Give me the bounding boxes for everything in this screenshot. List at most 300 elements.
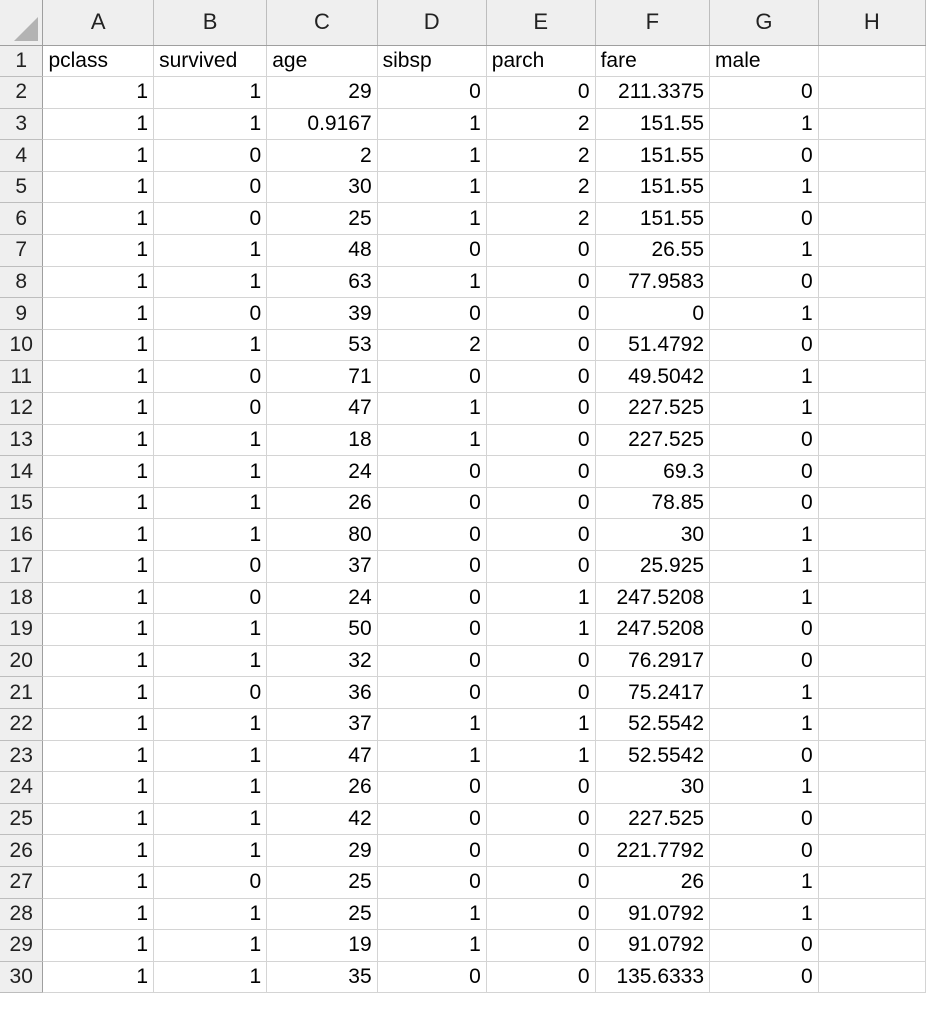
cell-fare[interactable]: 0 [595,298,709,330]
cell-parch[interactable]: 0 [486,645,595,677]
cell-h[interactable] [818,203,925,235]
cell-survived[interactable]: 1 [154,424,267,456]
row-header[interactable]: 10 [0,329,43,361]
cell-male[interactable]: 1 [710,235,819,267]
select-all-icon [14,17,38,41]
cell-survived[interactable]: 1 [154,519,267,551]
cell-h[interactable] [818,77,925,109]
cell-sibsp[interactable]: 1 [377,140,486,172]
row-header[interactable]: 22 [0,708,43,740]
row-header[interactable]: 19 [0,614,43,646]
row-header[interactable]: 26 [0,835,43,867]
cell-parch[interactable]: 0 [486,424,595,456]
cell-male[interactable]: 1 [710,171,819,203]
row-header[interactable]: 2 [0,77,43,109]
row-header[interactable]: 12 [0,393,43,425]
table-row [0,551,926,583]
cell-pclass[interactable]: 1 [43,424,154,456]
cell-h[interactable] [818,772,925,804]
cell-parch[interactable]: 2 [486,171,595,203]
cell-male[interactable]: 0 [710,329,819,361]
cell-pclass[interactable]: 1 [43,298,154,330]
row-header[interactable]: 27 [0,866,43,898]
cell-survived[interactable]: 1 [154,77,267,109]
cell-survived[interactable]: 1 [154,487,267,519]
cell-parch[interactable]: 0 [486,393,595,425]
table-row [0,298,926,330]
cell-pclass[interactable]: 1 [43,582,154,614]
cell-age[interactable]: 18 [267,424,377,456]
cell-male[interactable]: 1 [710,393,819,425]
cell-parch[interactable]: 0 [486,930,595,962]
cell-age[interactable]: 80 [267,519,377,551]
cell-parch[interactable]: 0 [486,298,595,330]
cell-pclass[interactable]: 1 [43,866,154,898]
cell-survived[interactable]: 1 [154,614,267,646]
cell-h[interactable] [818,835,925,867]
cell-parch[interactable]: 0 [486,551,595,583]
cell-age[interactable]: 37 [267,551,377,583]
cell-fare[interactable]: 26 [595,866,709,898]
cell-fare[interactable]: 51.4792 [595,329,709,361]
cell-parch[interactable]: 0 [486,677,595,709]
cell-parch[interactable]: 0 [486,961,595,993]
cell-sibsp[interactable]: 1 [377,740,486,772]
cell-male[interactable]: 0 [710,203,819,235]
cell-fare[interactable]: 26.55 [595,235,709,267]
row-header[interactable]: 28 [0,898,43,930]
row-header[interactable]: 13 [0,424,43,456]
cell-survived[interactable]: 0 [154,203,267,235]
cell-h[interactable] [818,235,925,267]
cell-sibsp[interactable]: 0 [377,456,486,488]
cell-survived[interactable]: 1 [154,803,267,835]
cell-male[interactable]: 1 [710,108,819,140]
row-header[interactable]: 8 [0,266,43,298]
cell-pclass[interactable]: 1 [43,235,154,267]
cell-h[interactable] [818,551,925,583]
cell-header-male[interactable]: male [710,45,819,77]
cell-h[interactable] [818,930,925,962]
cell-fare[interactable]: 91.0792 [595,898,709,930]
cell-age[interactable]: 25 [267,866,377,898]
cell-fare[interactable]: 25.925 [595,551,709,583]
cell-fare[interactable]: 77.9583 [595,266,709,298]
cell-male[interactable]: 0 [710,930,819,962]
cell-survived[interactable]: 1 [154,930,267,962]
cell-h[interactable] [818,866,925,898]
cell-sibsp[interactable]: 0 [377,487,486,519]
cell-parch[interactable]: 2 [486,203,595,235]
cell-h[interactable] [818,456,925,488]
column-header-f[interactable]: F [595,0,709,45]
cell-male[interactable]: 0 [710,645,819,677]
cell-pclass[interactable]: 1 [43,740,154,772]
cell-h[interactable] [818,487,925,519]
cell-pclass[interactable]: 1 [43,487,154,519]
cell-male[interactable]: 1 [710,551,819,583]
table-row [0,77,926,109]
cell-sibsp[interactable]: 0 [377,645,486,677]
column-header-b[interactable]: B [154,0,267,45]
cell-age[interactable]: 29 [267,77,377,109]
cell-parch[interactable]: 0 [486,361,595,393]
table-row [0,645,926,677]
cell-sibsp[interactable]: 0 [377,961,486,993]
cell-h[interactable] [818,708,925,740]
select-all-button[interactable] [0,0,43,45]
cell-sibsp[interactable]: 2 [377,329,486,361]
row-header[interactable]: 7 [0,235,43,267]
cell-fare[interactable]: 151.55 [595,203,709,235]
cell-fare[interactable]: 227.525 [595,424,709,456]
cell-survived[interactable]: 1 [154,235,267,267]
cell-survived[interactable]: 0 [154,298,267,330]
cell-fare[interactable]: 151.55 [595,171,709,203]
row-header[interactable]: 15 [0,487,43,519]
column-header-h[interactable]: H [818,0,925,45]
cell-sibsp[interactable]: 0 [377,361,486,393]
cell-parch[interactable]: 0 [486,487,595,519]
cell-parch[interactable]: 0 [486,898,595,930]
cell-survived[interactable]: 1 [154,772,267,804]
table-row [0,740,926,772]
cell-pclass[interactable]: 1 [43,140,154,172]
cell-parch[interactable]: 0 [486,266,595,298]
row-header[interactable]: 18 [0,582,43,614]
cell-pclass[interactable]: 1 [43,677,154,709]
cell-parch[interactable]: 0 [486,866,595,898]
row-header[interactable]: 17 [0,551,43,583]
cell-h[interactable] [818,519,925,551]
cell-age[interactable]: 63 [267,266,377,298]
column-header-g[interactable]: G [710,0,819,45]
cell-parch[interactable]: 2 [486,108,595,140]
cell-male[interactable]: 0 [710,961,819,993]
row-header[interactable]: 4 [0,140,43,172]
cell-sibsp[interactable]: 0 [377,866,486,898]
cell-age[interactable]: 24 [267,456,377,488]
column-header-c[interactable]: C [267,0,377,45]
cell-sibsp[interactable]: 1 [377,424,486,456]
cell-pclass[interactable]: 1 [43,803,154,835]
cell-sibsp[interactable]: 1 [377,203,486,235]
cell-sibsp[interactable]: 0 [377,772,486,804]
cell-age[interactable]: 47 [267,740,377,772]
cell-parch[interactable]: 0 [486,835,595,867]
cell-age[interactable]: 25 [267,898,377,930]
cell-header-pclass[interactable]: pclass [43,45,154,77]
cell-age[interactable]: 26 [267,487,377,519]
row-header[interactable]: 11 [0,361,43,393]
cell-h[interactable] [818,329,925,361]
cell-sibsp[interactable]: 0 [377,677,486,709]
cell-fare[interactable]: 75.2417 [595,677,709,709]
cell-survived[interactable]: 1 [154,108,267,140]
cell-age[interactable]: 26 [267,772,377,804]
cell-pclass[interactable]: 1 [43,203,154,235]
cell-pclass[interactable]: 1 [43,772,154,804]
table-row [0,772,926,804]
cell-male[interactable]: 1 [710,866,819,898]
cell-pclass[interactable]: 1 [43,393,154,425]
cell-age[interactable]: 35 [267,961,377,993]
cell-age[interactable]: 32 [267,645,377,677]
cell-pclass[interactable]: 1 [43,961,154,993]
cell-male[interactable]: 1 [710,519,819,551]
cell-fare[interactable]: 221.7792 [595,835,709,867]
cell-age[interactable]: 53 [267,329,377,361]
cell-pclass[interactable]: 1 [43,898,154,930]
table-row [0,171,926,203]
cell-empty[interactable] [818,45,925,77]
cell-pclass[interactable]: 1 [43,456,154,488]
cell-survived[interactable]: 1 [154,456,267,488]
row-header[interactable]: 25 [0,803,43,835]
cell-survived[interactable]: 0 [154,393,267,425]
cell-h[interactable] [818,614,925,646]
cell-sibsp[interactable]: 1 [377,171,486,203]
cell-male[interactable]: 1 [710,582,819,614]
table-row [0,108,926,140]
cell-parch[interactable]: 1 [486,582,595,614]
cell-h[interactable] [818,740,925,772]
grid-body [0,45,926,993]
cell-male[interactable]: 1 [710,898,819,930]
cell-survived[interactable]: 1 [154,329,267,361]
cell-pclass[interactable]: 1 [43,108,154,140]
cell-survived[interactable]: 0 [154,171,267,203]
cell-male[interactable]: 0 [710,835,819,867]
cell-pclass[interactable]: 1 [43,930,154,962]
cell-parch[interactable]: 1 [486,740,595,772]
cell-pclass[interactable]: 1 [43,266,154,298]
cell-sibsp[interactable]: 0 [377,298,486,330]
cell-age[interactable]: 19 [267,930,377,962]
cell-age[interactable]: 50 [267,614,377,646]
cell-fare[interactable]: 78.85 [595,487,709,519]
cell-fare[interactable]: 211.3375 [595,77,709,109]
cell-parch[interactable]: 1 [486,708,595,740]
cell-pclass[interactable]: 1 [43,645,154,677]
cell-age[interactable]: 39 [267,298,377,330]
cell-male[interactable]: 0 [710,456,819,488]
cell-sibsp[interactable]: 0 [377,551,486,583]
cell-h[interactable] [818,266,925,298]
cell-header-sibsp[interactable]: sibsp [377,45,486,77]
cell-h[interactable] [818,298,925,330]
row-header[interactable]: 23 [0,740,43,772]
cell-sibsp[interactable]: 1 [377,708,486,740]
cell-age[interactable]: 37 [267,708,377,740]
cell-fare[interactable]: 247.5208 [595,614,709,646]
cell-male[interactable]: 0 [710,140,819,172]
cell-pclass[interactable]: 1 [43,361,154,393]
cell-fare[interactable]: 69.3 [595,456,709,488]
cell-parch[interactable]: 2 [486,140,595,172]
cell-parch[interactable]: 0 [486,235,595,267]
cell-male[interactable]: 1 [710,677,819,709]
cell-h[interactable] [818,140,925,172]
cell-parch[interactable]: 0 [486,519,595,551]
cell-age[interactable]: 30 [267,171,377,203]
cell-pclass[interactable]: 1 [43,519,154,551]
cell-male[interactable]: 0 [710,614,819,646]
cell-age[interactable]: 47 [267,393,377,425]
cell-male[interactable]: 0 [710,77,819,109]
cell-parch[interactable]: 0 [486,772,595,804]
cell-age[interactable]: 42 [267,803,377,835]
cell-male[interactable]: 1 [710,772,819,804]
cell-fare[interactable]: 227.525 [595,393,709,425]
table-row [0,961,926,993]
cell-header-parch[interactable]: parch [486,45,595,77]
cell-survived[interactable]: 0 [154,866,267,898]
cell-parch[interactable]: 0 [486,803,595,835]
cell-fare[interactable]: 30 [595,519,709,551]
cell-survived[interactable]: 0 [154,582,267,614]
cell-sibsp[interactable]: 1 [377,898,486,930]
cell-age[interactable]: 48 [267,235,377,267]
row-header[interactable]: 9 [0,298,43,330]
cell-age[interactable]: 0.9167 [267,108,377,140]
table-row [0,930,926,962]
row-header[interactable]: 3 [0,108,43,140]
cell-fare[interactable]: 247.5208 [595,582,709,614]
table-row [0,266,926,298]
cell-fare[interactable]: 227.525 [595,803,709,835]
cell-survived[interactable]: 1 [154,266,267,298]
cell-survived[interactable]: 1 [154,835,267,867]
row-header[interactable]: 20 [0,645,43,677]
row-header[interactable]: 1 [0,45,43,77]
cell-pclass[interactable]: 1 [43,551,154,583]
cell-h[interactable] [818,171,925,203]
cell-age[interactable]: 29 [267,835,377,867]
cell-fare[interactable]: 91.0792 [595,930,709,962]
row-header[interactable]: 6 [0,203,43,235]
cell-survived[interactable]: 1 [154,961,267,993]
cell-survived[interactable]: 1 [154,740,267,772]
cell-fare[interactable]: 151.55 [595,140,709,172]
cell-survived[interactable]: 0 [154,140,267,172]
cell-survived[interactable]: 1 [154,645,267,677]
cell-h[interactable] [818,361,925,393]
cell-male[interactable]: 0 [710,424,819,456]
cell-male[interactable]: 0 [710,803,819,835]
cell-survived[interactable]: 1 [154,708,267,740]
row-header[interactable]: 14 [0,456,43,488]
cell-fare[interactable]: 52.5542 [595,740,709,772]
cell-sibsp[interactable]: 1 [377,266,486,298]
cell-sibsp[interactable]: 0 [377,582,486,614]
row-header[interactable]: 29 [0,930,43,962]
row-header[interactable]: 5 [0,171,43,203]
row-header[interactable]: 16 [0,519,43,551]
header-data-row [0,45,926,77]
row-header[interactable]: 30 [0,961,43,993]
cell-fare[interactable]: 135.6333 [595,961,709,993]
cell-age[interactable]: 2 [267,140,377,172]
table-row [0,866,926,898]
cell-h[interactable] [818,393,925,425]
cell-parch[interactable]: 0 [486,329,595,361]
cell-h[interactable] [818,677,925,709]
cell-h[interactable] [818,582,925,614]
cell-sibsp[interactable]: 0 [377,77,486,109]
cell-pclass[interactable]: 1 [43,835,154,867]
cell-fare[interactable]: 52.5542 [595,708,709,740]
cell-sibsp[interactable]: 1 [377,393,486,425]
cell-age[interactable]: 25 [267,203,377,235]
row-header[interactable]: 24 [0,772,43,804]
cell-h[interactable] [818,645,925,677]
row-header[interactable]: 21 [0,677,43,709]
cell-fare[interactable]: 76.2917 [595,645,709,677]
cell-header-age[interactable]: age [267,45,377,77]
column-header-row [0,0,926,45]
cell-male[interactable]: 0 [710,740,819,772]
cell-pclass[interactable]: 1 [43,77,154,109]
cell-survived[interactable]: 0 [154,677,267,709]
cell-sibsp[interactable]: 0 [377,519,486,551]
cell-male[interactable]: 1 [710,708,819,740]
cell-pclass[interactable]: 1 [43,171,154,203]
cell-male[interactable]: 1 [710,298,819,330]
cell-fare[interactable]: 49.5042 [595,361,709,393]
cell-survived[interactable]: 0 [154,361,267,393]
column-header-e[interactable]: E [486,0,595,45]
column-header-a[interactable]: A [43,0,154,45]
cell-sibsp[interactable]: 0 [377,614,486,646]
cell-male[interactable]: 0 [710,266,819,298]
cell-h[interactable] [818,961,925,993]
cell-h[interactable] [818,108,925,140]
cell-sibsp[interactable]: 0 [377,803,486,835]
cell-sibsp[interactable]: 1 [377,930,486,962]
cell-sibsp[interactable]: 0 [377,835,486,867]
cell-parch[interactable]: 1 [486,614,595,646]
table-row [0,456,926,488]
table-row [0,393,926,425]
cell-header-survived[interactable]: survived [154,45,267,77]
cell-age[interactable]: 24 [267,582,377,614]
cell-parch[interactable]: 0 [486,456,595,488]
cell-sibsp[interactable]: 1 [377,108,486,140]
cell-male[interactable]: 0 [710,487,819,519]
cell-h[interactable] [818,424,925,456]
cell-age[interactable]: 36 [267,677,377,709]
table-row [0,235,926,267]
cell-survived[interactable]: 1 [154,898,267,930]
cell-h[interactable] [818,898,925,930]
table-row [0,329,926,361]
cell-sibsp[interactable]: 0 [377,235,486,267]
cell-survived[interactable]: 0 [154,551,267,583]
cell-fare[interactable]: 151.55 [595,108,709,140]
cell-pclass[interactable]: 1 [43,614,154,646]
cell-h[interactable] [818,803,925,835]
cell-age[interactable]: 71 [267,361,377,393]
cell-pclass[interactable]: 1 [43,329,154,361]
table-row [0,487,926,519]
cell-parch[interactable]: 0 [486,77,595,109]
cell-header-fare[interactable]: fare [595,45,709,77]
column-header-d[interactable]: D [377,0,486,45]
cell-fare[interactable]: 30 [595,772,709,804]
cell-pclass[interactable]: 1 [43,708,154,740]
cell-male[interactable]: 1 [710,361,819,393]
